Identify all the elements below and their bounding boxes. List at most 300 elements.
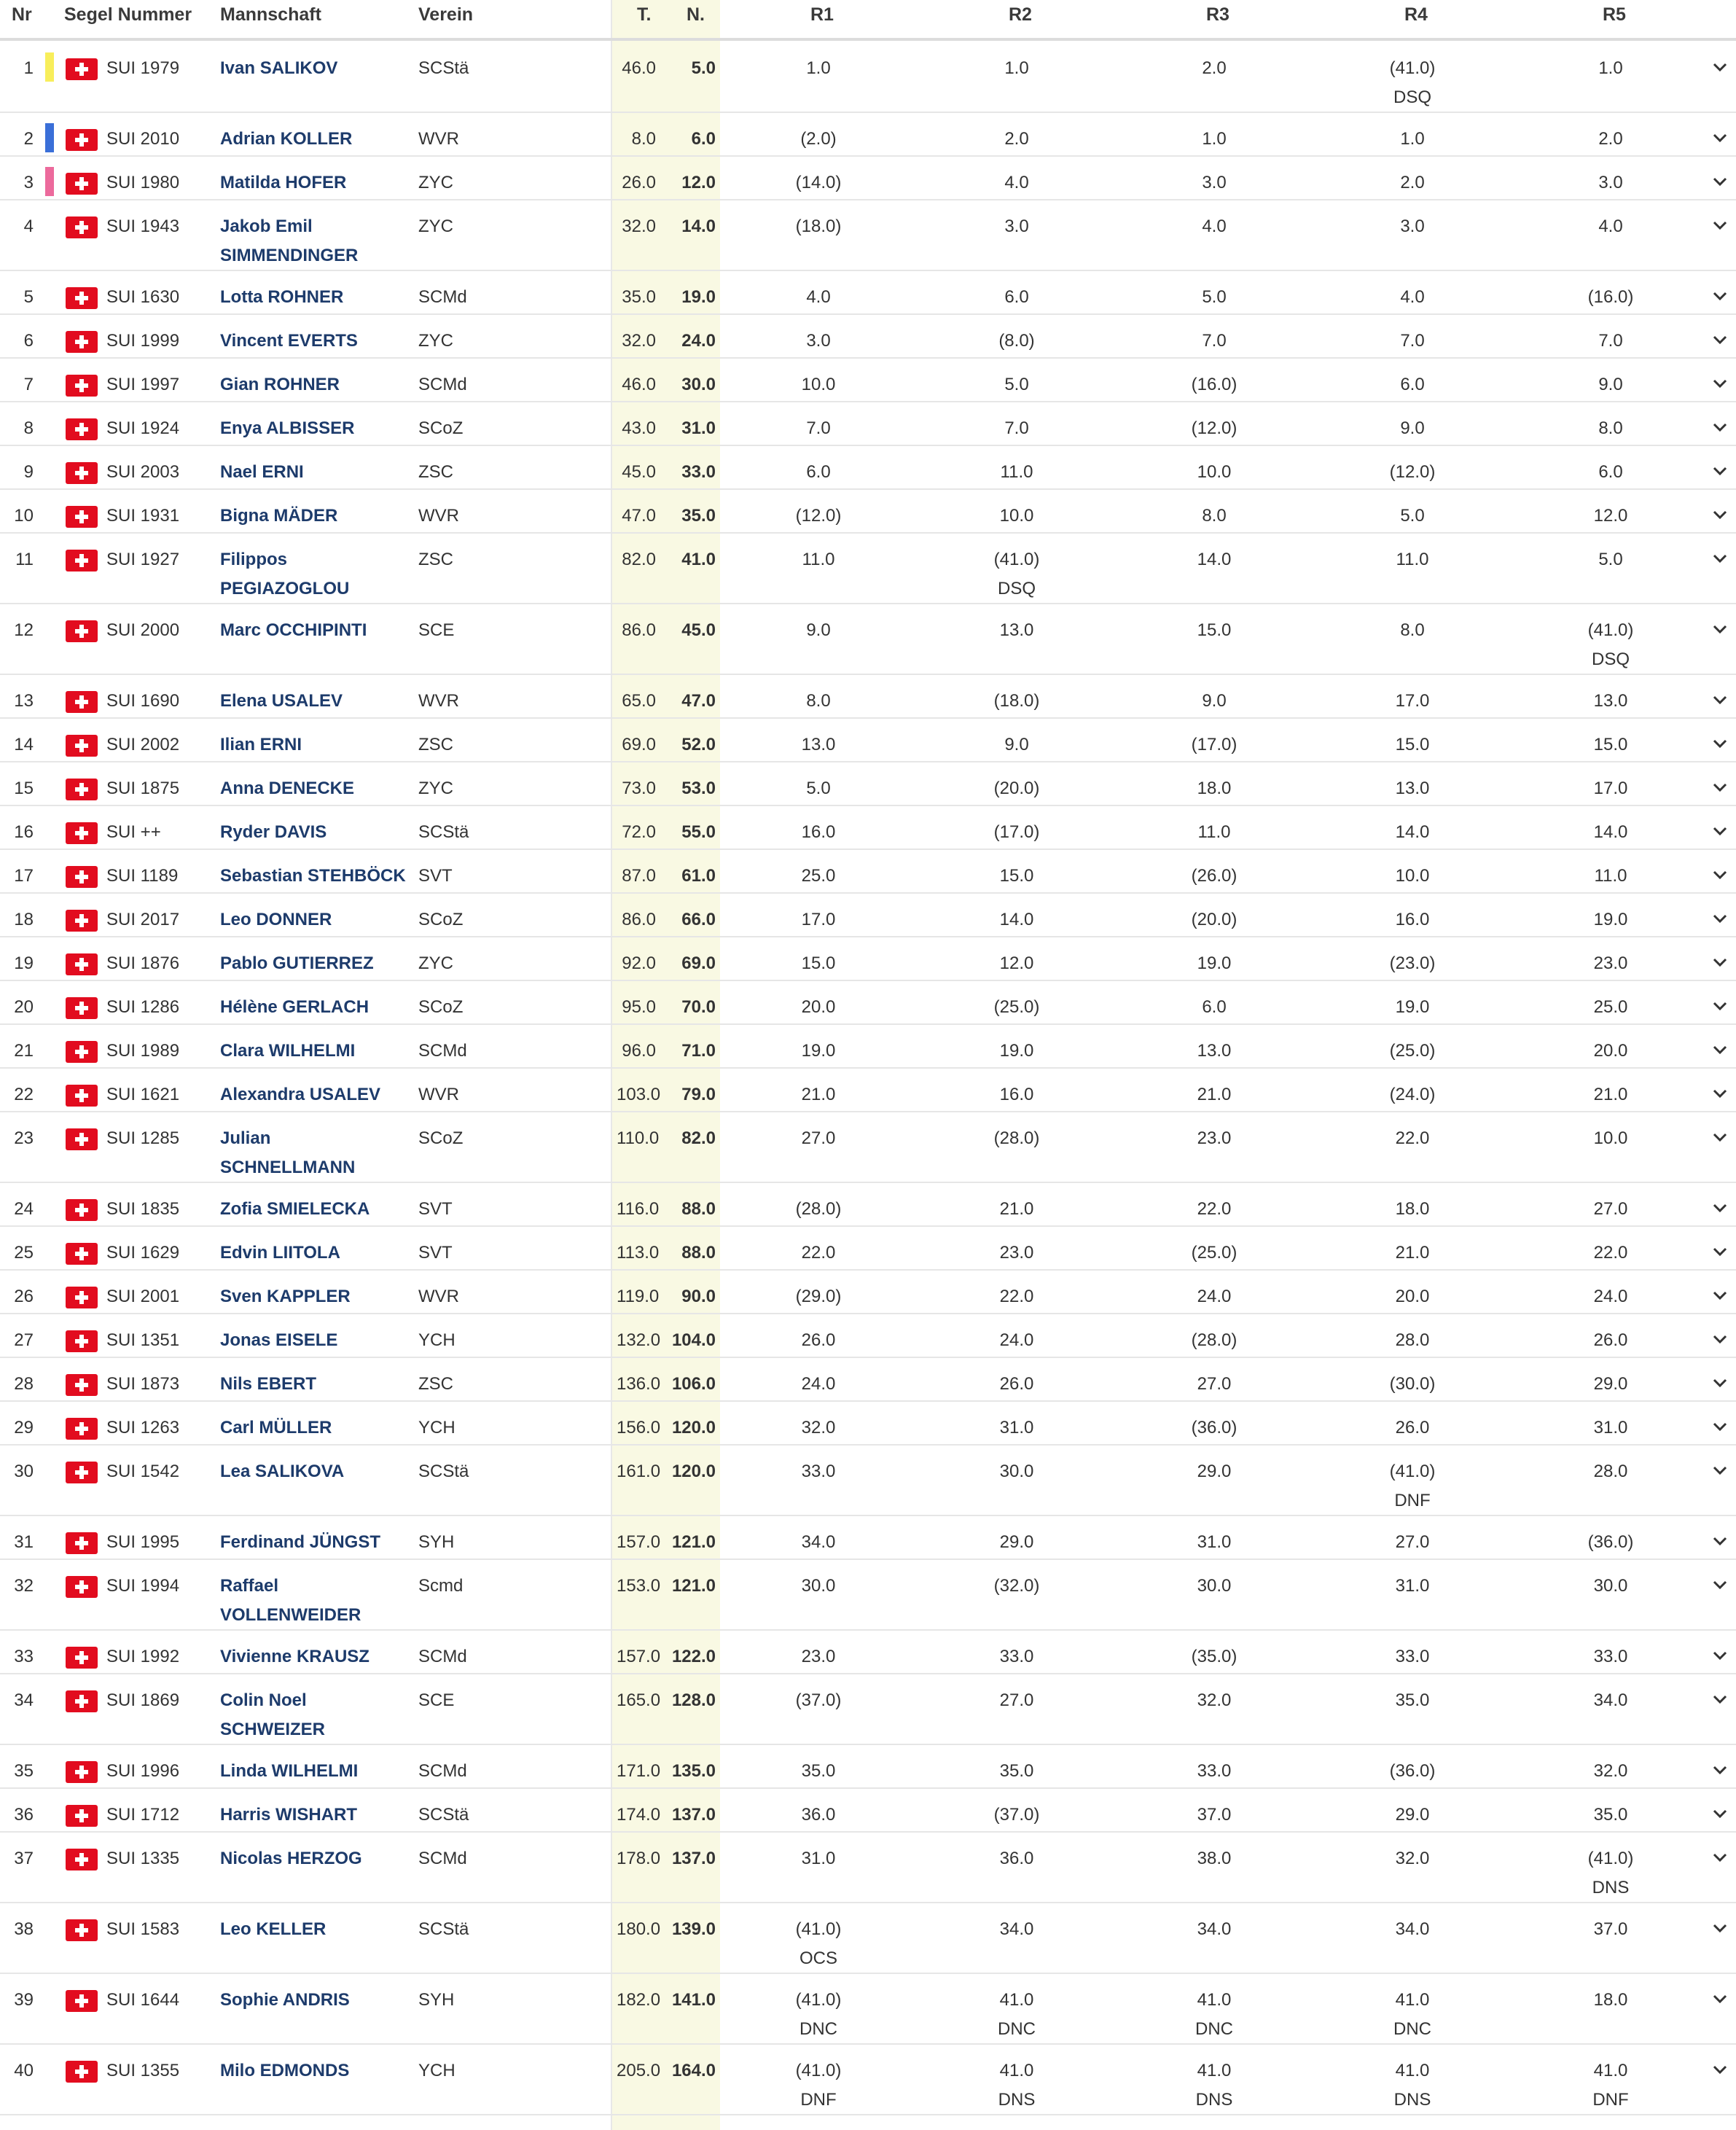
chevron-down-icon[interactable] <box>1711 691 1729 709</box>
race-5-score: 14.0 <box>1593 822 1628 842</box>
crew-name[interactable]: Alexandra USALEV <box>220 1085 381 1104</box>
rank-number: 4 <box>23 216 34 236</box>
race-5-score: 41.0 DNF <box>1592 2061 1629 2110</box>
race-1-score: 31.0 <box>801 1849 836 1868</box>
race-3-score: 24.0 <box>1197 1287 1232 1306</box>
race-3-score: 19.0 <box>1197 953 1232 973</box>
club-name: Scmd <box>418 1576 464 1596</box>
race-1-score: 32.0 <box>801 1418 836 1437</box>
club-name: SCStä <box>418 1805 469 1825</box>
swiss-flag-icon <box>66 1418 98 1440</box>
race-4-score: 33.0 <box>1395 1647 1430 1666</box>
sail-number: SUI 1873 <box>106 1374 180 1394</box>
race-1-score: 19.0 <box>801 1041 836 1061</box>
table-row[interactable] <box>0 112 1736 157</box>
chevron-down-icon[interactable] <box>1711 910 1729 927</box>
crew-name[interactable]: Linda WILHELMI <box>220 1761 359 1781</box>
crew-name[interactable]: Ferdinand JÜNGST <box>220 1532 381 1552</box>
sail-number: SUI 1995 <box>106 1532 180 1552</box>
net-points: 66.0 <box>681 910 716 929</box>
race-3-score: (28.0) <box>1191 1330 1238 1350</box>
sail-number: SUI 1943 <box>106 216 180 236</box>
table-row[interactable] <box>0 761 1736 806</box>
total-points: 45.0 <box>622 462 656 482</box>
chevron-down-icon[interactable] <box>1711 1761 1729 1779</box>
chevron-down-icon[interactable] <box>1711 375 1729 392</box>
sail-number: SUI 1355 <box>106 2061 180 2080</box>
club-name: SCStä <box>418 822 469 842</box>
race-2-score: 16.0 <box>999 1085 1034 1104</box>
race-3-score: 31.0 <box>1197 1532 1232 1552</box>
crew-name[interactable]: Adrian KOLLER <box>220 129 353 149</box>
table-row[interactable] <box>0 1269 1736 1314</box>
race-2-score: 2.0 <box>1004 129 1029 149</box>
net-points: 88.0 <box>681 1199 716 1219</box>
chevron-down-icon[interactable] <box>1711 1805 1729 1822</box>
race-4-score: 14.0 <box>1395 822 1430 842</box>
race-5-score: 29.0 <box>1593 1374 1628 1394</box>
crew-name[interactable]: Marc OCCHIPINTI <box>220 620 367 640</box>
chevron-down-icon[interactable] <box>1711 620 1729 638</box>
rank-number: 29 <box>14 1418 34 1437</box>
chevron-down-icon[interactable] <box>1711 216 1729 234</box>
chevron-down-icon[interactable] <box>1711 331 1729 348</box>
table-row[interactable] <box>0 1973 1736 2045</box>
total-points: 157.0 <box>617 1647 661 1666</box>
swiss-flag-icon <box>66 58 98 80</box>
race-3-score: 21.0 <box>1197 1085 1232 1104</box>
race-3-score: 32.0 <box>1197 1690 1232 1710</box>
table-row[interactable] <box>0 717 1736 762</box>
chevron-down-icon[interactable] <box>1711 1330 1729 1348</box>
crew-name[interactable]: Milo EDMONDS <box>220 2061 350 2080</box>
table-row[interactable] <box>0 155 1736 200</box>
club-name: SVT <box>418 1243 453 1263</box>
chevron-down-icon[interactable] <box>1711 735 1729 752</box>
table-row[interactable] <box>0 1515 1736 1560</box>
crew-name[interactable]: Ilian ERNI <box>220 735 302 754</box>
crew-name[interactable]: Nicolas HERZOG <box>220 1849 362 1868</box>
race-4-score: 20.0 <box>1395 1287 1430 1306</box>
net-points: 122.0 <box>671 1647 716 1666</box>
crew-name[interactable]: Sophie ANDRIS <box>220 1990 350 2010</box>
sail-number: SUI 1869 <box>106 1690 180 1710</box>
table-row[interactable] <box>0 936 1736 981</box>
crew-name[interactable]: Sven KAPPLER <box>220 1287 351 1306</box>
swiss-flag-icon <box>66 1532 98 1554</box>
chevron-down-icon[interactable] <box>1711 779 1729 796</box>
table-row[interactable] <box>0 1629 1736 1674</box>
chevron-down-icon[interactable] <box>1711 1990 1729 2008</box>
race-3-score: 14.0 <box>1197 550 1232 569</box>
net-points: 120.0 <box>671 1418 716 1437</box>
crew-name[interactable]: Gian ROHNER <box>220 375 340 394</box>
race-1-score: 16.0 <box>801 822 836 842</box>
rank-number: 18 <box>14 910 34 929</box>
race-1-score: (41.0) OCS <box>795 1919 842 1968</box>
race-1-score: 23.0 <box>801 1647 836 1666</box>
sail-number: SUI 2001 <box>106 1287 180 1306</box>
race-3-score: (35.0) <box>1191 1647 1238 1666</box>
race-2-score: 13.0 <box>999 620 1034 640</box>
chevron-down-icon[interactable] <box>1711 418 1729 436</box>
chevron-down-icon[interactable] <box>1711 550 1729 567</box>
chevron-down-icon[interactable] <box>1711 1462 1729 1479</box>
table-row[interactable] <box>0 1225 1736 1271</box>
race-2-score: (17.0) <box>993 822 1040 842</box>
swiss-flag-icon <box>66 173 98 195</box>
chevron-down-icon[interactable] <box>1711 1199 1729 1217</box>
rank-number: 11 <box>15 550 34 569</box>
sail-number: SUI 1690 <box>106 691 180 711</box>
net-points: 6.0 <box>691 129 716 149</box>
crew-name[interactable]: Filippos PEGIAZOGLOU <box>220 550 350 598</box>
race-2-score: 19.0 <box>999 1041 1034 1061</box>
total-points: 32.0 <box>622 216 656 236</box>
crew-name[interactable]: Zofia SMIELECKA <box>220 1199 370 1219</box>
chevron-down-icon[interactable] <box>1711 1418 1729 1435</box>
chevron-down-icon[interactable] <box>1711 953 1729 971</box>
club-name: ZYC <box>418 779 453 798</box>
race-2-score: 7.0 <box>1004 418 1029 438</box>
table-row[interactable] <box>0 445 1736 490</box>
swiss-flag-icon <box>66 2061 98 2083</box>
race-1-score: 3.0 <box>806 331 831 351</box>
chevron-down-icon[interactable] <box>1711 2061 1729 2078</box>
chevron-down-icon[interactable] <box>1711 822 1729 840</box>
race-5-score: 27.0 <box>1593 1199 1628 1219</box>
race-2-score: 11.0 <box>1000 462 1033 482</box>
crew-name[interactable]: Vivienne KRAUSZ <box>220 1647 370 1666</box>
crew-name[interactable]: Vincent EVERTS <box>220 331 358 351</box>
chevron-down-icon[interactable] <box>1711 1243 1729 1260</box>
table-row[interactable] <box>0 1744 1736 1789</box>
sail-number: SUI 1980 <box>106 173 180 192</box>
net-points: 141.0 <box>671 1990 716 2010</box>
club-name: ZYC <box>418 173 453 192</box>
club-name: WVR <box>418 1287 459 1306</box>
race-3-score: 22.0 <box>1197 1199 1232 1219</box>
table-row[interactable] <box>0 1313 1736 1358</box>
table-row[interactable] <box>0 1559 1736 1631</box>
total-points: 205.0 <box>617 2061 661 2080</box>
swiss-flag-icon <box>66 953 98 975</box>
race-2-score: (25.0) <box>993 997 1040 1017</box>
table-row[interactable] <box>0 401 1736 446</box>
sail-number: SUI 1979 <box>106 58 180 78</box>
crew-name[interactable]: Leo KELLER <box>220 1919 327 1939</box>
chevron-down-icon[interactable] <box>1711 1690 1729 1708</box>
race-2-score: (18.0) <box>993 691 1040 711</box>
crew-name[interactable]: Julian SCHNELLMANN <box>220 1128 356 1177</box>
race-4-score: 17.0 <box>1395 691 1430 711</box>
header-sail-number[interactable]: Segel Nummer <box>64 4 192 25</box>
total-points: 119.0 <box>617 1287 660 1306</box>
table-row[interactable] <box>0 1182 1736 1227</box>
race-4-score: 28.0 <box>1395 1330 1430 1350</box>
crew-name[interactable]: Nael ERNI <box>220 462 304 482</box>
race-5-score: 24.0 <box>1593 1287 1628 1306</box>
race-1-score: (2.0) <box>800 129 837 149</box>
race-5-score: 1.0 <box>1598 58 1623 78</box>
total-points: 92.0 <box>622 953 656 973</box>
crew-name[interactable]: Ivan SALIKOV <box>220 58 338 78</box>
race-1-score: 27.0 <box>801 1128 836 1148</box>
race-3-score: 41.0 DNC <box>1195 1990 1233 2039</box>
net-points: 90.0 <box>681 1287 716 1306</box>
table-row[interactable] <box>0 980 1736 1025</box>
table-row[interactable] <box>0 1902 1736 1974</box>
table-row[interactable] <box>0 1831 1736 1903</box>
crew-name[interactable]: Harris WISHART <box>220 1805 358 1825</box>
table-row[interactable] <box>0 313 1736 359</box>
race-5-score: (41.0) DSQ <box>1587 620 1634 669</box>
race-3-score: 29.0 <box>1197 1462 1232 1481</box>
rank-number: 20 <box>14 997 34 1017</box>
race-2-score: (41.0) DSQ <box>993 550 1040 598</box>
race-2-score: 15.0 <box>999 866 1034 886</box>
table-row[interactable] <box>0 892 1736 937</box>
race-5-score: 25.0 <box>1593 997 1628 1017</box>
crew-name[interactable]: Raffael VOLLENWEIDER <box>220 1576 361 1625</box>
club-name: SCMd <box>418 375 467 394</box>
chevron-down-icon[interactable] <box>1711 1849 1729 1866</box>
crew-name[interactable]: Pablo GUTIERREZ <box>220 953 374 973</box>
crew-name[interactable]: Edvin LIITOLA <box>220 1243 340 1263</box>
race-3-score: 34.0 <box>1197 1919 1232 1939</box>
sail-number: SUI 1835 <box>106 1199 180 1219</box>
swiss-flag-icon <box>66 910 98 932</box>
race-4-score: 3.0 <box>1400 216 1425 236</box>
net-points: 121.0 <box>671 1576 716 1596</box>
crew-name[interactable]: Carl MÜLLER <box>220 1418 332 1437</box>
chevron-down-icon[interactable] <box>1711 1647 1729 1664</box>
table-row[interactable] <box>0 270 1736 315</box>
header-total[interactable]: T. <box>637 4 652 25</box>
swiss-flag-icon <box>66 1576 98 1598</box>
race-2-score: 10.0 <box>999 506 1034 526</box>
net-points: 71.0 <box>681 1041 716 1061</box>
race-4-score: 41.0 DNC <box>1393 1990 1431 2039</box>
race-4-score: 2.0 <box>1400 173 1425 192</box>
table-row[interactable] <box>0 2043 1736 2115</box>
crew-name[interactable]: Bigna MÄDER <box>220 506 338 526</box>
crew-name[interactable]: Clara WILHELMI <box>220 1041 356 1061</box>
race-4-score: 21.0 <box>1395 1243 1430 1263</box>
net-points: 5.0 <box>691 58 716 78</box>
table-row[interactable] <box>0 1444 1736 1516</box>
header-nr[interactable]: Nr <box>12 4 32 25</box>
chevron-down-icon[interactable] <box>1711 129 1729 147</box>
race-3-score: (20.0) <box>1191 910 1238 929</box>
swiss-flag-icon <box>66 1374 98 1396</box>
crew-name[interactable]: Matilda HOFER <box>220 173 347 192</box>
swiss-flag-icon <box>66 1919 98 1941</box>
race-2-score: 31.0 <box>999 1418 1034 1437</box>
chevron-down-icon[interactable] <box>1711 173 1729 190</box>
total-points: 46.0 <box>622 58 656 78</box>
race-1-score: (14.0) <box>795 173 842 192</box>
table-row[interactable] <box>0 1400 1736 1446</box>
total-points: 46.0 <box>622 375 656 394</box>
race-4-score: 19.0 <box>1395 997 1430 1017</box>
race-2-score: 22.0 <box>999 1287 1034 1306</box>
race-2-score: 41.0 DNC <box>998 1990 1036 2039</box>
sail-number: SUI 2002 <box>106 735 180 754</box>
chevron-down-icon[interactable] <box>1711 1041 1729 1058</box>
chevron-down-icon[interactable] <box>1711 506 1729 523</box>
sail-number: SUI 1931 <box>106 506 180 526</box>
header-crew[interactable]: Mannschaft <box>220 4 321 25</box>
rank-number: 23 <box>14 1128 34 1148</box>
chevron-down-icon[interactable] <box>1711 1532 1729 1550</box>
race-1-score: 17.0 <box>801 910 836 929</box>
header-race-5[interactable]: R5 <box>1603 4 1626 25</box>
race-1-score: 34.0 <box>801 1532 836 1552</box>
header-race-1[interactable]: R1 <box>810 4 834 25</box>
chevron-down-icon[interactable] <box>1711 287 1729 305</box>
rank-number: 27 <box>14 1330 34 1350</box>
table-row[interactable] <box>0 1357 1736 1402</box>
race-2-score: 41.0 DNS <box>998 2061 1036 2110</box>
race-1-score: 1.0 <box>806 58 831 78</box>
chevron-down-icon[interactable] <box>1711 1374 1729 1392</box>
total-points: 132.0 <box>617 1330 661 1350</box>
race-4-score: (25.0) <box>1389 1041 1436 1061</box>
swiss-flag-icon <box>66 1243 98 1265</box>
crew-name[interactable]: Sebastian STEHBÖCK <box>220 866 406 886</box>
table-row[interactable] <box>0 603 1736 675</box>
crew-name[interactable]: Jonas EISELE <box>220 1330 338 1350</box>
race-3-score: 1.0 <box>1202 129 1227 149</box>
crew-name[interactable]: Leo DONNER <box>220 910 332 929</box>
rank-number: 12 <box>14 620 34 640</box>
sail-number: SUI 1999 <box>106 331 180 351</box>
rank-number: 28 <box>14 1374 34 1394</box>
race-5-score: 31.0 <box>1593 1418 1628 1437</box>
header-net[interactable]: N. <box>687 4 705 25</box>
crew-name[interactable]: Elena USALEV <box>220 691 343 711</box>
sail-number: SUI 1992 <box>106 1647 180 1666</box>
net-points: 135.0 <box>671 1761 716 1781</box>
chevron-down-icon[interactable] <box>1711 1919 1729 1937</box>
rank-number: 35 <box>14 1761 34 1781</box>
race-5-score: 13.0 <box>1593 691 1628 711</box>
table-row[interactable] <box>0 199 1736 271</box>
rank-number: 22 <box>14 1085 34 1104</box>
race-5-score: (36.0) <box>1587 1532 1634 1552</box>
table-row[interactable] <box>0 41 1736 113</box>
table-row[interactable] <box>0 1023 1736 1069</box>
net-points: 139.0 <box>671 1919 716 1939</box>
total-points: 96.0 <box>622 1041 656 1061</box>
rank-number: 39 <box>14 1990 34 2010</box>
rank-number: 9 <box>23 462 34 482</box>
race-4-score: 4.0 <box>1400 287 1425 307</box>
race-2-score: 30.0 <box>999 1462 1034 1481</box>
race-5-score: 20.0 <box>1593 1041 1628 1061</box>
race-1-score: (37.0) <box>795 1690 842 1710</box>
chevron-down-icon[interactable] <box>1711 1085 1729 1102</box>
crew-name[interactable]: Ryder DAVIS <box>220 822 327 842</box>
race-3-score: 37.0 <box>1197 1805 1232 1825</box>
race-5-score: 18.0 <box>1593 1990 1628 2010</box>
crew-name[interactable]: Lea SALIKOVA <box>220 1462 345 1481</box>
table-row[interactable] <box>0 532 1736 604</box>
crew-name[interactable]: Enya ALBISSER <box>220 418 355 438</box>
chevron-down-icon[interactable] <box>1711 1287 1729 1304</box>
table-row[interactable] <box>0 1787 1736 1833</box>
table-row[interactable] <box>0 357 1736 402</box>
total-points: 47.0 <box>622 506 656 526</box>
race-3-score: 9.0 <box>1202 691 1227 711</box>
sail-number: SUI 1989 <box>106 1041 180 1061</box>
total-points: 171.0 <box>617 1761 661 1781</box>
header-race-4[interactable]: R4 <box>1404 4 1428 25</box>
chevron-down-icon[interactable] <box>1711 1576 1729 1593</box>
crew-name[interactable]: Jakob Emil SIMMENDINGER <box>220 216 359 265</box>
table-row[interactable] <box>0 805 1736 850</box>
race-4-score: 34.0 <box>1395 1919 1430 1939</box>
chevron-down-icon[interactable] <box>1711 1128 1729 1146</box>
crew-name[interactable]: Colin Noel SCHWEIZER <box>220 1690 325 1739</box>
race-4-score: 35.0 <box>1395 1690 1430 1710</box>
chevron-down-icon[interactable] <box>1711 866 1729 883</box>
sail-number: SUI 1542 <box>106 1462 180 1481</box>
table-row[interactable] <box>0 1673 1736 1745</box>
race-1-score: 36.0 <box>801 1805 836 1825</box>
race-5-score: 11.0 <box>1594 866 1627 886</box>
race-5-score: 34.0 <box>1593 1690 1628 1710</box>
club-name: SCoZ <box>418 1128 464 1148</box>
table-row[interactable] <box>0 674 1736 719</box>
race-1-score: (12.0) <box>795 506 842 526</box>
race-4-score: 7.0 <box>1400 331 1425 351</box>
table-row[interactable] <box>0 1111 1736 1183</box>
total-points: 65.0 <box>622 691 656 711</box>
chevron-down-icon[interactable] <box>1711 997 1729 1015</box>
header-club[interactable]: Verein <box>418 4 474 25</box>
crew-name[interactable]: Nils EBERT <box>220 1374 317 1394</box>
club-name: SCMd <box>418 1041 467 1061</box>
sail-number: SUI 2003 <box>106 462 180 482</box>
total-points: 69.0 <box>622 735 656 754</box>
swiss-flag-icon <box>66 1199 98 1221</box>
club-name: ZSC <box>418 550 453 569</box>
crew-name[interactable]: Lotta ROHNER <box>220 287 344 307</box>
race-1-score: 25.0 <box>801 866 836 886</box>
chevron-down-icon[interactable] <box>1711 58 1729 76</box>
race-2-score: 21.0 <box>999 1199 1034 1219</box>
swiss-flag-icon <box>66 331 98 353</box>
table-row[interactable] <box>0 488 1736 534</box>
chevron-down-icon[interactable] <box>1711 462 1729 480</box>
sail-number: SUI 1644 <box>106 1990 180 2010</box>
swiss-flag-icon <box>66 506 98 528</box>
race-1-score: (18.0) <box>795 216 842 236</box>
crew-name[interactable]: Anna DENECKE <box>220 779 355 798</box>
header-race-3[interactable]: R3 <box>1206 4 1229 25</box>
medal-marker-silver <box>45 123 54 152</box>
header-race-2[interactable]: R2 <box>1009 4 1032 25</box>
table-row[interactable] <box>0 849 1736 894</box>
race-3-score: 41.0 DNS <box>1195 2061 1233 2110</box>
crew-name[interactable]: Hélène GERLACH <box>220 997 370 1017</box>
total-points: 182.0 <box>617 1990 661 2010</box>
table-row[interactable] <box>0 1067 1736 1112</box>
swiss-flag-icon <box>66 866 98 888</box>
race-1-score: (28.0) <box>795 1199 842 1219</box>
